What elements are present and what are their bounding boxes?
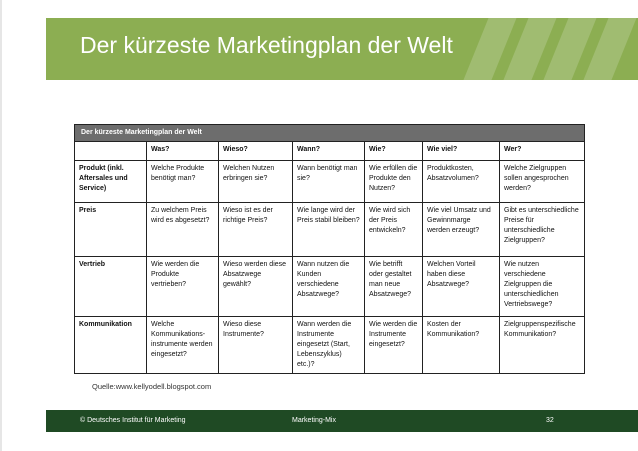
table-cell: Wie werden die Instrumente eingesetzt?: [365, 317, 423, 374]
table-header-row: [75, 142, 585, 161]
table-cell: Wieso werden diese Absatzwege gewählt?: [219, 257, 293, 317]
table-cell: Wie viel Umsatz und Gewinnmarge werden erzeugt?: [423, 203, 500, 257]
page-number: 32: [546, 417, 554, 424]
table-cell: Zielgruppenspezifische Kommunikation?: [500, 317, 585, 374]
row-header: Produkt (inkl. Aftersales und Service): [75, 161, 147, 203]
column-header: Wie viel?: [423, 142, 500, 161]
footer-copyright: © Deutsches Institut für Marketing: [80, 417, 186, 424]
source-note: Quelle:www.kellyodell.blogspot.com: [92, 382, 212, 391]
table-cell: Wann werden die Instrumente eingesetzt (Start, Lebenszyklus) etc.)?: [293, 317, 365, 374]
table-cell: Wie erfüllen die Produkte den Nutzen?: [365, 161, 423, 203]
table-row: [75, 203, 585, 257]
row-header: Vertrieb: [75, 257, 147, 317]
table-cell: Wie lange wird der Preis stabil bleiben?: [293, 203, 365, 257]
table-cell: Wann benötigt man sie?: [293, 161, 365, 203]
table-cell: Produktkosten, Absatzvolumen?: [423, 161, 500, 203]
table-cell: Welche Produkte benötigt man?: [147, 161, 219, 203]
table-row: [75, 161, 585, 203]
table-cell: Welche Zielgruppen sollen angesprochen werden?: [500, 161, 585, 203]
marketing-plan-table: [74, 124, 585, 374]
table-cell: Wieso diese Instrumente?: [219, 317, 293, 374]
table-cell: Wann nutzen die Kunden verschiedene Absatzwege?: [293, 257, 365, 317]
column-header: Wann?: [293, 142, 365, 161]
column-header: Was?: [147, 142, 219, 161]
slide-edge: [0, 0, 2, 451]
table-caption: Der kürzeste Marketingplan der Welt: [75, 125, 585, 142]
slide-title: Der kürzeste Marketingplan der Welt: [80, 32, 453, 58]
table-cell: Wie werden die Produkte vertrieben?: [147, 257, 219, 317]
table-cell: Wie nutzen verschiedene Zielgruppen die unterschiedlichen Vertriebswege?: [500, 257, 585, 317]
table-cell: Wie betrifft oder gestaltet man neue Absatzwege?: [365, 257, 423, 317]
table-cell: Wieso ist es der richtige Preis?: [219, 203, 293, 257]
table-cell: Zu welchem Preis wird es abgesetzt?: [147, 203, 219, 257]
row-header: Kommunikation: [75, 317, 147, 374]
table-row: [75, 317, 585, 374]
column-header: Wieso?: [219, 142, 293, 161]
table-caption-row: [75, 125, 585, 142]
table-cell: Gibt es unterschiedliche Preise für unterschiedliche Zielgruppen?: [500, 203, 585, 257]
table-cell: Kosten der Kommunikation?: [423, 317, 500, 374]
table-cell: Welchen Nutzen erbringen sie?: [219, 161, 293, 203]
table-cell: Wie wird sich der Preis entwickeln?: [365, 203, 423, 257]
title-banner: [46, 18, 638, 80]
table-row: [75, 257, 585, 317]
column-header: Wer?: [500, 142, 585, 161]
footer-topic: Marketing-Mix: [292, 417, 336, 424]
column-header: [75, 142, 147, 161]
table-cell: Welche Kommunikations-instrumente werden eingesetzt?: [147, 317, 219, 374]
table-cell: Welchen Vorteil haben diese Absatzwege?: [423, 257, 500, 317]
row-header: Preis: [75, 203, 147, 257]
footer-bar: [46, 410, 638, 432]
column-header: Wie?: [365, 142, 423, 161]
